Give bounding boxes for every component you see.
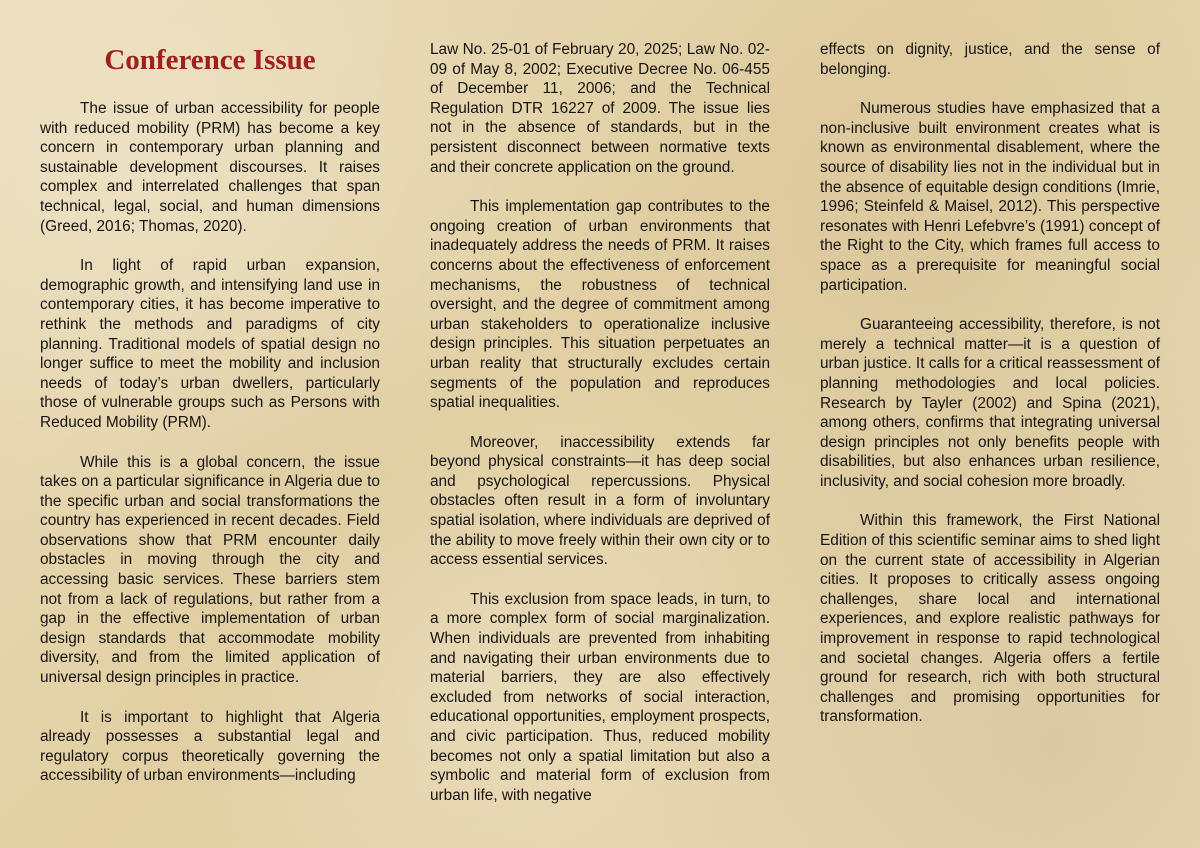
paragraph-algeria-significance: While this is a global concern, the issue takes on a particular significance in Algeria due to the specific urban and social transformations the country has experienced in recent decades. Field observations show that PRM encounter daily obstacles in moving through the city and accessing basic services. These barriers stem not from a lack of regulations, but rather from a gap in the effective implementation of urban design standards that accommodate mobility diversity, and from the limited application of universal design principles in practice. bbox=[40, 453, 380, 687]
paragraph-seminar-framework: Within this framework, the First National Edition of this scientific seminar aims to shed light on the current state of accessibility in Algerian cities. It proposes to critically assess ongoing challenges, share local and international experiences, and explore realistic pathways for improvement in response to rapid technological and societal changes. Algeria offers a fertile ground for research, rich with both structural challenges and promising opportunities for transformation. bbox=[820, 512, 1160, 726]
paragraph-environmental-disablement: Numerous studies have emphasized that a non-inclusive built environment creates what is known as environmental disablement, where the source of disability lies not in the individual but in the absence of equitable design conditions (Imrie, 1996; Steinfeld & Maisel, 2012). This perspective resonates with Henri Lefebvre’s (1991) concept of the Right to the City, which frames full access to space as a prerequisite for meaningful social participation. bbox=[820, 100, 1160, 294]
column-3 bbox=[820, 40, 1160, 747]
paragraph-dignity-continued: effects on dignity, justice, and the sense of belonging. bbox=[820, 41, 1160, 78]
column-1 bbox=[40, 42, 380, 806]
paragraph-intro: The issue of urban accessibility for people with reduced mobility (PRM) has become a key concern in contemporary urban planning and sustainable development discourses. It raises complex and interrelated challenges that span technical, legal, social, and human dimensions (Greed, 2016; Thomas, 2020). bbox=[40, 100, 380, 235]
paragraph-laws-continued: Law No. 25-01 of February 20, 2025; Law No. 02-09 of May 8, 2002; Executive Decree No. 06-455 of December 11, 2006; and the Technical Regulation DTR 16227 of 2009. The issue lies not in the absence of standards, but in the persistent disconnect between normative texts and their concrete application on the ground. bbox=[430, 41, 770, 176]
paragraph-implementation-gap: This implementation gap contributes to the ongoing creation of urban environments that inadequately address the needs of PRM. It raises concerns about the effectiveness of enforcement mechanisms, the robustness of technical oversight, and the degree of commitment among urban stakeholders to operationalize inclusive design principles. This situation perpetuates an urban reality that structurally excludes certain segments of the population and reproduces spatial inequalities. bbox=[430, 198, 770, 412]
paragraph-urban-justice: Guaranteeing accessibility, therefore, is not merely a technical matter—it is a question of urban justice. It calls for a critical reassessment of planning methodologies and local policies. Research by Tayler (2002) and Spina (2021), among others, confirms that integrating universal design principles not only benefits people with disabilities, but also enhances urban resilience, inclusivity, and social cohesion more broadly. bbox=[820, 316, 1160, 490]
paragraph-inaccessibility: Moreover, inaccessibility extends far beyond physical constraints—it has deep social and psychological repercussions. Physical obstacles often result in a form of involuntary spatial isolation, where individuals are deprived of the ability to move freely within their own city or to access essential services. bbox=[430, 433, 770, 569]
paragraph-urban-expansion: In light of rapid urban expansion, demographic growth, and intensifying land use in contemporary cities, it has become imperative to rethink the methods and paradigms of city planning. Traditional models of spatial design no longer suffice to meet the mobility and inclusion needs of today’s urban dwellers, particularly those of vulnerable groups such as Persons with Reduced Mobility (PRM). bbox=[40, 257, 380, 431]
paragraph-social-marginalization: This exclusion from space leads, in turn, to a more complex form of social marginalization. When individuals are prevented from inhabiting and navigating their urban environments due to material barriers, they are also effectively excluded from networks of social interaction, educational opportunities, employment prospects, and civic participation. Thus, reduced mobility becomes not only a spatial limitation but also a symbolic and material form of exclusion from urban life, with negative bbox=[430, 590, 770, 804]
column-2 bbox=[430, 40, 770, 825]
page-title: Conference Issue bbox=[104, 44, 316, 76]
paragraph-legal-corpus: It is important to highlight that Algeria already possesses a substantial legal and regulatory corpus theoretically governing the accessibility of urban environments—including bbox=[40, 708, 380, 785]
